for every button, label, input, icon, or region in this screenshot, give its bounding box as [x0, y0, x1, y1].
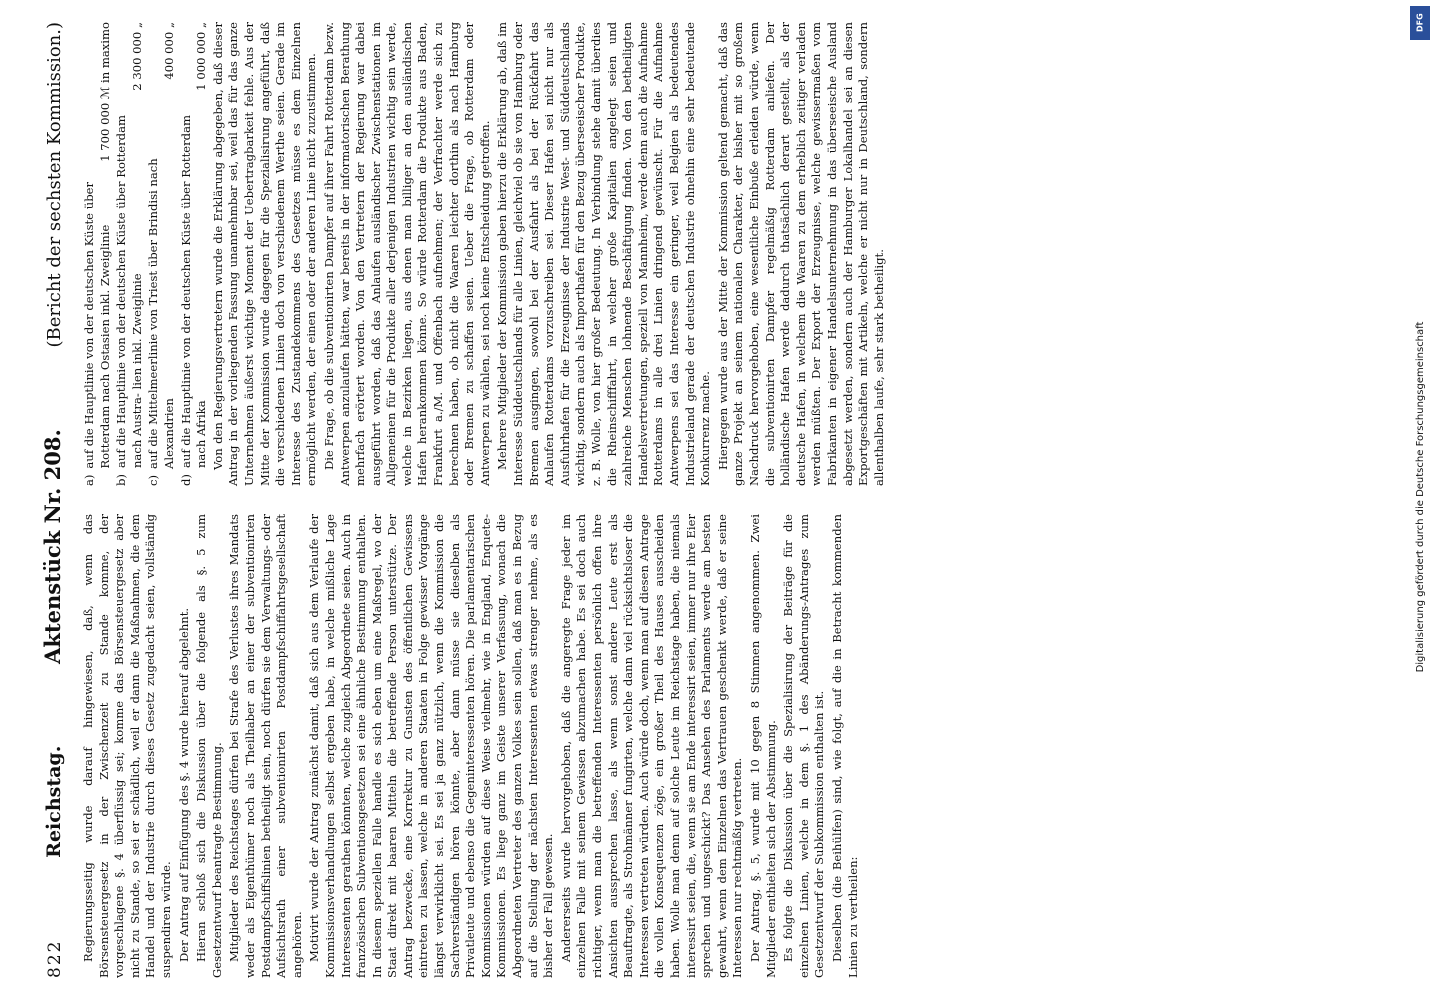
paragraph: Hieran schloß sich die Diskussion über die folgende als §. 5 zum Gesetzentwurf beantragte Bestimmung. — [194, 514, 224, 978]
list-item — [179, 22, 210, 486]
text-columns — [81, 22, 889, 978]
list-amount: 1 000 000 „ — [194, 22, 209, 91]
dfg-logo: DFG — [1410, 6, 1430, 40]
page-header — [40, 22, 69, 978]
list-text: auf die Hauptlinie von der deutschen Küste über Rotterdam nach Ostasien inkl. Zweiglinie — [82, 181, 112, 469]
right-column — [81, 22, 889, 486]
paragraph: Es folgte die Diskussion über die Spezialisirung der Beiträge für die einzelnen Linien, welche in dem §. 1 des Abänderungs-Antrages zum Gesetzentwurf der Subkommission enthalten ist. — [781, 514, 827, 978]
digitization-footer — [1412, 40, 1426, 960]
page-number: 822 — [45, 939, 65, 978]
list-text: auf die Hauptlinie von der deutschen Küste über Rotterdam nach Austra- lien inkl. Zweiglinie — [114, 115, 144, 469]
list-text: auf die Mittelmeerlinie von Triest über Brindisi nach Alexandrien — [146, 158, 176, 469]
report-title: (Bericht der sechsten Kommission.) — [44, 22, 65, 348]
paragraph: Von den Regierungsvertretern wurde die Erklärung abgegeben, daß dieser Antrag in der vorliegenden Fassung unannehmbar sei, weil das für das ganze Unternehmen äußerst wichtige Moment der Uebertragbarkeit fehle. Aus der Mitte der Kommission wurde dagegen für die Spezialisirung angeführt, daß die verschiedenen Linien doch von verschiedenem Werthe seien. Gerade im Interesse des Zustandekommens des Gesetzes müsse es dem Einzelnen ermöglicht werden, der einen oder der anderen Linie nicht zuzustimmen. — [210, 22, 319, 486]
paragraph: Die Frage, ob die subventionirten Dampfer auf ihrer Fahrt Rotterdam bezw. Antwerpen anzulaufen hätten, war bereits in der informatorischen Berathung mehrfach erörtert worden. Von den Vertretern der Regierung war dabei ausgeführt worden, daß das Anlaufen ausländischer Zwischenstationen im Allgemeinen für die Produkte aller derjenigen Industrien wichtig sein werde, welche in Bezirken liegen, aus denen man billiger an den ausländischen Hafen herankommen könne. So würde Rotterdam die Produkte aus Baden, Frankfurt a./M. und Offenbach aufnehmen; der Verfrachter werde sich zu berechnen haben, ob nicht die Waaren leichter dorthin als nach Hamburg oder Bremen zu schaffen seien. Ueber die Frage, ob Rotterdam oder Antwerpen zu wählen, sei noch keine Entscheidung getroffen. — [321, 22, 492, 486]
paragraph: Mehrere Mitglieder der Kommission gaben hierzu die Erklärung ab, daß im Interesse Süddeutschlands für alle Linien, gleichviel ob sie von Hamburg oder Bremen ausgingen, sowohl bei der Ausfahrt als bei der Rückfahrt das Anlaufen Rotterdams vorzuschreiben sei. Dieser Hafen sei nicht nur als Ausfuhrhafen für die Erzeugnisse der Industrie West- und Süddeutschlands wichtig, sondern auch als Importhafen für den Bezug überseeischer Produkte, z. B. Wolle, von hier großer Bedeutung. In Verbindung stehe damit überdies die Rheinschifffahrt, in welcher große Kapitalien angelegt seien und zahlreiche Menschen lohnende Beschäftigung finden. Von den betheiligten Handelsvertretungen, speziell von Mannheim, werde denn auch die Aufnahme Rotterdams in alle drei Linien dringend gewünscht. Für die Aufnahme Antwerpens sei das Interesse ein geringer, weil Belgien als bedeutendes Industrieland gerade der deutschen Industrie ohnehin eine sehr bedeutende Konkurrenz mache. — [495, 22, 713, 486]
list-label: d) — [178, 474, 193, 486]
list-amount: 400 000 „ — [161, 22, 176, 80]
paragraph: Regierungsseitig wurde darauf hingewiesen, daß, wenn das Börsensteuergesetz in der Zwischenzeit zu Stande komme, der vorgeschlagene §. 4 überflüssig sei; komme das Börsensteuergesetz aber nicht zu Stande, so sei er schädlich, weil er dann die Maßnahmen, die dem Handel und der Industrie durch dieses Gesetz zugedacht seien, vollständig suspendiren würde. — [81, 514, 173, 978]
reichstag-label: Reichstag. — [43, 745, 65, 858]
list-text: auf die Hauptlinie von der deutschen Küste über Rotterdam nach Afrika — [178, 115, 209, 469]
list-label: a) — [82, 474, 96, 486]
paragraph: Dieselben (die Beihülfen) sind, wie folgt, auf die in Betracht kommenden Linien zu vertheilen: — [829, 514, 860, 978]
paragraph: Der Antrag auf Einfügung des §. 4 wurde hierauf abgelehnt. — [176, 607, 191, 962]
list-label: b) — [114, 474, 129, 486]
list-item — [146, 22, 177, 486]
list-item — [82, 22, 113, 486]
paragraph: Motivirt wurde der Antrag zunächst damit, daß sich aus dem Verlaufe der Kommissionsverhandlungen selbst ergeben habe, in welche mißliche Lage Interessenten gerathen könnten, welche zugleich Abgeordnete seien. Auch in französischen Subventionsgesetzen sei eine ähnliche Bestimmung enthalten. In diesem speziellen Falle handle es sich eben um eine Maßregel, wo der Staat direkt mit baaren Mitteln die betreffende Person unterstütze. Der Antrag bezwecke, eine Korrektur zu Gunsten des öffentlichen Gewissens eintreten zu lassen, welche in anderen Staaten in Folge gewisser Vorgänge längst verwirklicht sei. Es sei ja ganz nützlich, wenn die Kommission die Sachverständigen hören könnte, aber dann müsse sie dieselben als Privatleute und ebenso die Gegeninteressenten hören. Die parlamentarischen Kommissionen würden auf diese Weise vielmehr, wie in England, Enquete-Kommissionen. Es liege ganz im Geiste unserer Verfassung, wonach die Abgeordneten Vertreter des ganzen Volkes sein sollen, daß man es in Bezug auf die Stellung der nächsten Interessenten etwas strenger nehme, als es bisher der Fall gewesen. — [307, 514, 556, 978]
paragraph: Der Antrag, §. 5, wurde mit 10 gegen 8 Stimmen angenommen. Zwei Mitglieder enthielten sich der Abstimmung. — [747, 514, 778, 978]
list-amount: 1 700 000 ℳ in maximo — [97, 22, 112, 162]
paragraph: Andererseits wurde hervorgehoben, daß die angeregte Frage jeder im einzelnen Falle mit seinem Gewissen abzumachen habe. Es sei doch auch richtiger, wenn man die betreffenden Interessenten persönlich offen ihre Ansichten aussprechen lasse, als wenn sonst andere Leute erst als Beauftragte, als Strohmänner fungirten, welche dann viel rücksichtsloser die Interessen vertreten würden. Auch würde doch, wenn man auf diesen Antrage die vollen Konsequenzen zöge, ein großer Theil des Hauses ausscheiden haben. Wolle man denn auf solche Leute im Reichstage haben, die niemals interessirt seien, die, wenn sie am Ende interessirt seien, immer nur ihre Eier sprechen und ungeschickt? Das Ansehen des Parlaments werde am besten gewahrt, wenn dem Einzelnen das Vertrauen geschenkt werde, daß er seine Interessen nur rechtmäßig vertreten. — [558, 514, 745, 978]
digitization-note: Digitalisierung gefördert durch die Deutsche Forschungsgemeinschaft — [1415, 321, 1426, 673]
list-amount: 2 300 000 „ — [129, 22, 144, 91]
quoted-provision: Mitglieder des Reichstages dürfen bei Strafe des Verlustes ihres Mandats weder als Eigenthümer noch als Theilhaber an einer der subventionirten Postdampfschiffslinien betheiligt sein, noch dürfen sie dem Verwaltungs- oder Aufsichtsrath einer subventionirten Postdampfschiffahrtsgesellschaft angehören. — [227, 514, 304, 978]
list-item — [114, 22, 145, 486]
list-label: c) — [146, 474, 161, 486]
document-number: Aktenstück Nr. 208. — [40, 429, 65, 664]
paragraph: Hiergegen wurde aus der Mitte der Kommission geltend gemacht, daß das ganze Projekt an seinem nationalen Charakter, der bisher mit so großem Nachdruck hervorgehoben, eine wesentliche Einbuße erleiden würde, wenn die subventionirten Dampfer regelmäßig Rotterdam anliefen. Der holländische Hafen werde dadurch thatsächlich derart gestellt, als der deutsche Hafen, in welchem die Waaren zu dem erheblich zeitiger verladen werden müßten. Der Export der Erzeugnisse, welche gewissermaßen vom Fabrikanten in eigener Handelsunternehmung in das überseeische Ausland abgesetzt werden, sondern auch der Hamburger Lokalhandel sei an diesen Exportgeschäften mit Artikeln, welche er nicht nur in Deutschland, sondern allenthalben laufe, sehr stark betheiligt. — [715, 22, 886, 486]
left-column — [81, 514, 889, 978]
